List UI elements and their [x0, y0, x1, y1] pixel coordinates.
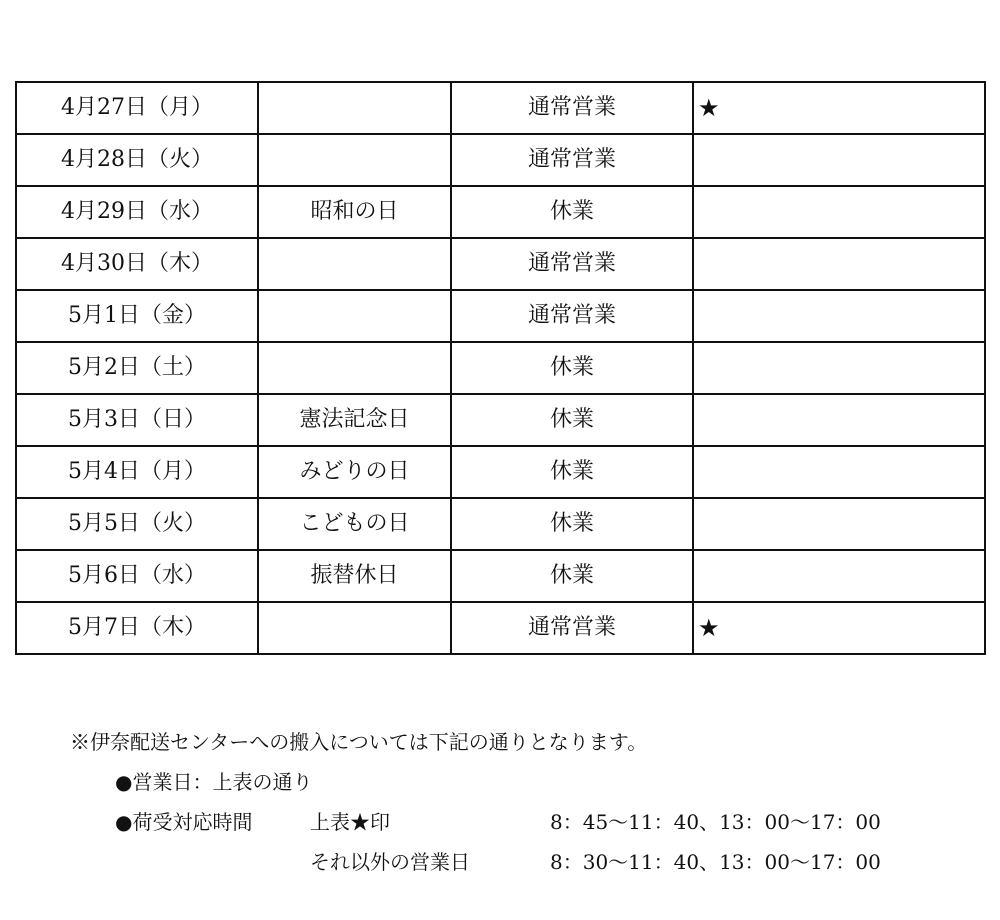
- mark-cell: [693, 186, 985, 238]
- status-cell: 休業: [451, 498, 693, 550]
- date-cell: 5月5日（火）: [16, 498, 258, 550]
- mark-cell: [693, 550, 985, 602]
- table-row: [16, 238, 985, 290]
- date-cell: 4月28日（火）: [16, 134, 258, 186]
- other-days-hours: 8：30〜11：40、13：00〜17：00: [550, 850, 881, 874]
- date-cell: 4月27日（月）: [16, 82, 258, 134]
- holiday-cell: [258, 290, 451, 342]
- holiday-cell: 振替休日: [258, 550, 451, 602]
- table-row: [16, 290, 985, 342]
- mark-cell: [693, 498, 985, 550]
- holiday-cell: [258, 602, 451, 654]
- other-days-label: それ以外の営業日: [310, 850, 470, 874]
- holiday-cell: みどりの日: [258, 446, 451, 498]
- status-cell: 休業: [451, 394, 693, 446]
- mark-cell: [693, 134, 985, 186]
- holiday-cell: こどもの日: [258, 498, 451, 550]
- mark-cell: [693, 446, 985, 498]
- date-cell: 5月6日（水）: [16, 550, 258, 602]
- notes-intro: ※伊奈配送センターへの搬入については下記の通りとなります。: [70, 730, 648, 754]
- mark-cell: [693, 290, 985, 342]
- table-row: [16, 394, 985, 446]
- holiday-cell: 昭和の日: [258, 186, 451, 238]
- hours-row-other: [70, 848, 970, 888]
- mark-cell: [693, 394, 985, 446]
- date-cell: 5月7日（木）: [16, 602, 258, 654]
- status-cell: 通常営業: [451, 134, 693, 186]
- table-row: [16, 602, 985, 654]
- table-row: [16, 342, 985, 394]
- star-days-label: 上表★印: [310, 810, 390, 834]
- date-cell: 5月1日（金）: [16, 290, 258, 342]
- status-cell: 通常営業: [451, 82, 693, 134]
- holiday-cell: [258, 238, 451, 290]
- table-row: [16, 446, 985, 498]
- holiday-cell: [258, 342, 451, 394]
- table-row: [16, 134, 985, 186]
- mark-cell: [693, 238, 985, 290]
- holiday-cell: [258, 134, 451, 186]
- hours-row-star: [70, 808, 970, 848]
- table-row: [16, 498, 985, 550]
- date-cell: 5月3日（日）: [16, 394, 258, 446]
- schedule-table: [15, 81, 986, 655]
- mark-cell: ★: [693, 602, 985, 654]
- holiday-cell: [258, 82, 451, 134]
- hours-label: ●荷受対応時間: [115, 810, 253, 834]
- delivery-notes: [70, 728, 970, 888]
- mark-cell: ★: [693, 82, 985, 134]
- date-cell: 5月4日（月）: [16, 446, 258, 498]
- table-row: [16, 550, 985, 602]
- business-days-note: ●営業日：上表の通り: [115, 770, 313, 794]
- star-days-hours: 8：45〜11：40、13：00〜17：00: [550, 810, 881, 834]
- status-cell: 通常営業: [451, 290, 693, 342]
- table-row: [16, 82, 985, 134]
- holiday-cell: 憲法記念日: [258, 394, 451, 446]
- status-cell: 通常営業: [451, 238, 693, 290]
- status-cell: 休業: [451, 186, 693, 238]
- status-cell: 通常営業: [451, 602, 693, 654]
- date-cell: 4月29日（水）: [16, 186, 258, 238]
- schedule-table-body: [16, 82, 985, 654]
- mark-cell: [693, 342, 985, 394]
- date-cell: 5月2日（土）: [16, 342, 258, 394]
- status-cell: 休業: [451, 550, 693, 602]
- table-row: [16, 186, 985, 238]
- date-cell: 4月30日（木）: [16, 238, 258, 290]
- status-cell: 休業: [451, 342, 693, 394]
- status-cell: 休業: [451, 446, 693, 498]
